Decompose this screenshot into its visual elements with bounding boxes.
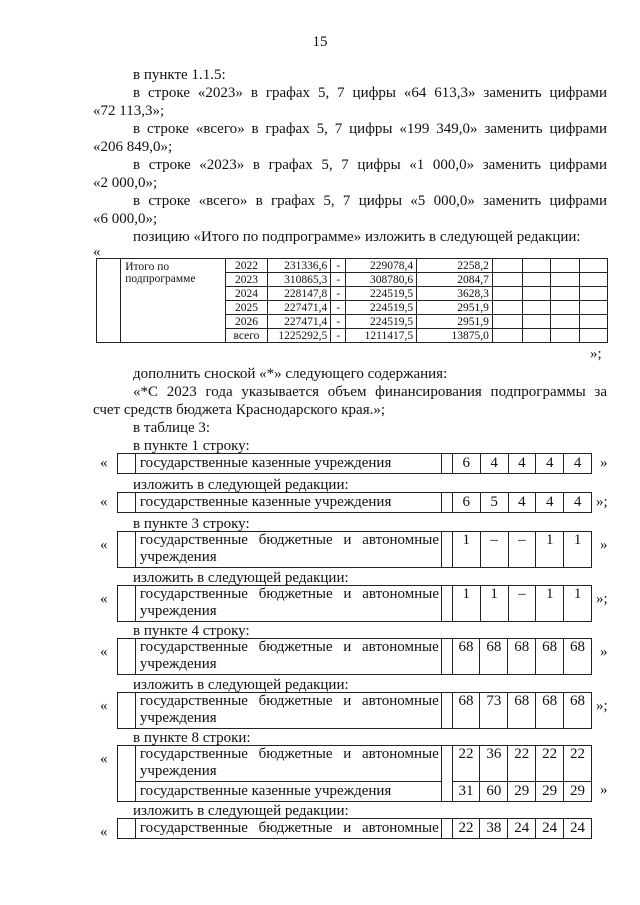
value-cell: 1 [536,532,564,568]
paragraph: в пункте 8 строки: [133,730,251,746]
dash-cell: - [331,329,346,343]
table-row [117,453,592,474]
quote-close: »; [590,346,602,362]
year-cell: 2022 [226,259,267,273]
value-cell: 38 [480,819,508,839]
value-cell: 73 [480,693,508,729]
table-row [117,638,592,675]
total-cell: 227471,4 [267,315,331,329]
year-cell: 2026 [226,315,267,329]
table-row [117,531,592,568]
itogo-label: подпрограмме [125,273,196,285]
table-row [117,818,592,839]
value-cell: 68 [480,639,508,675]
total-cell: 227471,4 [267,301,331,315]
paragraph: в строке «2023» в графах 5, 7 цифры «64 613,3» заменить цифрами [133,85,607,101]
paragraph: в строке «всего» в графах 5, 7 цифры «5 000,0» заменить цифрами [133,193,607,209]
quote-open: « [100,591,108,607]
value-cell: 36 [480,746,508,782]
value-cell: 24 [508,819,536,839]
page-number: 15 [312,34,328,50]
year-cell: всего [226,329,267,343]
value-cell: 2951,9 [417,301,493,315]
value-cell: 68 [508,693,536,729]
value-cell: 4 [564,493,592,513]
quote-close: »; [596,698,608,714]
paragraph: в пункте 4 строку: [133,623,250,639]
paragraph: дополнить сноской «*» следующего содержания: [133,366,448,382]
value-cell: 2951,9 [417,315,493,329]
value-cell: 6 [452,454,480,474]
row-label: учреждения [139,603,217,619]
value-cell: 6 [452,493,480,513]
value-cell: 60 [480,782,508,802]
row-label: государственные бюджетные и автономные [139,586,439,602]
row-label: государственные казенные учреждения [135,454,441,474]
paragraph: «*С 2023 года указывается объем финансирования подпрограммы за [133,384,607,400]
value-cell: 1211417,5 [346,329,417,343]
value-cell: 22 [536,746,564,782]
paragraph: в пункте 1.1.5: [133,67,226,83]
value-cell: 24 [536,819,564,839]
value-cell: 1 [564,586,592,622]
dash-cell: - [331,315,346,329]
value-cell: 29 [564,782,592,802]
paragraph: изложить в следующей редакции: [133,570,349,586]
value-cell: 29 [508,782,536,802]
value-cell: 22 [508,746,536,782]
row-label: государственные бюджетные и автономные [139,746,439,762]
quote-open: « [100,751,108,767]
paragraph: изложить в следующей редакции: [133,803,349,819]
row-label: государственные бюджетные и автономные [139,820,439,836]
value-cell: 4 [564,454,592,474]
value-cell: 4 [536,493,564,513]
value-cell: 3628,3 [417,287,493,301]
value-cell: 1 [480,586,508,622]
table-row [117,745,592,802]
value-cell: 68 [452,693,480,729]
total-cell: 1225292,5 [267,329,331,343]
paragraph: изложить в следующей редакции: [133,477,349,493]
table-row [117,492,592,513]
value-cell: 224519,5 [346,315,417,329]
table-row [117,585,592,622]
value-cell: 5 [480,493,508,513]
paragraph: в пункте 1 строку: [133,438,250,454]
value-cell: 4 [508,493,536,513]
row-label: государственные бюджетные и автономные [139,639,439,655]
paragraph: в пункте 3 строку: [133,516,250,532]
quote-open: « [100,698,108,714]
value-cell: 2084,7 [417,273,493,287]
value-cell: 224519,5 [346,301,417,315]
value-cell: 68 [508,639,536,675]
quote-open: « [100,455,108,471]
quote-close: » [600,782,608,798]
quote-open: « [100,824,108,840]
value-cell: 68 [564,639,592,675]
dash-cell: - [331,301,346,315]
value-cell: 24 [564,819,592,839]
paragraph: в строке «2023» в графах 5, 7 цифры «1 000,0» заменить цифрами [133,157,607,173]
row-label: учреждения [139,549,217,565]
dash-cell: - [331,259,346,273]
value-cell: 31 [452,782,480,802]
year-cell: 2023 [226,273,267,287]
paragraph: «206 849,0»; [93,139,173,155]
value-cell: 1 [452,532,480,568]
quote-close: » [600,537,608,553]
paragraph: «2 000,0»; [93,175,158,191]
value-cell: 1 [452,586,480,622]
row-label: государственные бюджетные и автономные [139,532,439,548]
value-cell: 224519,5 [346,287,417,301]
paragraph: «6 000,0»; [93,211,158,227]
total-cell: 231336,6 [267,259,331,273]
value-cell: 308780,6 [346,273,417,287]
value-cell: 29 [536,782,564,802]
quote-open: « [100,494,108,510]
year-cell: 2025 [226,301,267,315]
value-cell: – [508,532,536,568]
quote-close: » [600,644,608,660]
value-cell: 4 [508,454,536,474]
value-cell: 68 [564,693,592,729]
itogo-table [96,258,608,343]
value-cell: 68 [536,693,564,729]
quote-close: » [600,455,608,471]
quote-open: « [100,644,108,660]
value-cell: – [508,586,536,622]
value-cell: 22 [564,746,592,782]
value-cell: 2258,2 [417,259,493,273]
value-cell: 229078,4 [346,259,417,273]
value-cell: 4 [536,454,564,474]
paragraph: «72 113,3»; [93,103,165,119]
row-label: государственные казенные учреждения [135,782,441,802]
row-label: государственные казенные учреждения [135,493,441,513]
itogo-label: Итого по [125,261,170,273]
value-cell: 1 [564,532,592,568]
total-cell: 228147,8 [267,287,331,301]
quote-open: « [93,244,101,260]
paragraph: в строке «всего» в графах 5, 7 цифры «199 349,0» заменить цифрами [133,121,607,137]
dash-cell: - [331,287,346,301]
value-cell: 68 [452,639,480,675]
quote-close: »; [596,494,608,510]
quote-close: »; [596,591,608,607]
value-cell: 13875,0 [417,329,493,343]
row-label: государственные бюджетные и автономные [139,693,439,709]
value-cell: 68 [536,639,564,675]
row-label: учреждения [139,710,217,726]
table-row [117,692,592,729]
year-cell: 2024 [226,287,267,301]
paragraph: в таблице 3: [133,420,211,436]
value-cell: 22 [452,819,480,839]
value-cell: 4 [480,454,508,474]
paragraph: счет средств бюджета Краснодарского края.»; [93,402,386,418]
value-cell: 22 [452,746,480,782]
value-cell: – [480,532,508,568]
paragraph: позицию «Итого по подпрограмме» изложить в следующей редакции: [133,229,581,245]
row-label: учреждения [139,656,217,672]
dash-cell: - [331,273,346,287]
paragraph: изложить в следующей редакции: [133,677,349,693]
value-cell: 1 [536,586,564,622]
row-label: учреждения [139,763,217,779]
quote-open: « [100,537,108,553]
total-cell: 310865,3 [267,273,331,287]
